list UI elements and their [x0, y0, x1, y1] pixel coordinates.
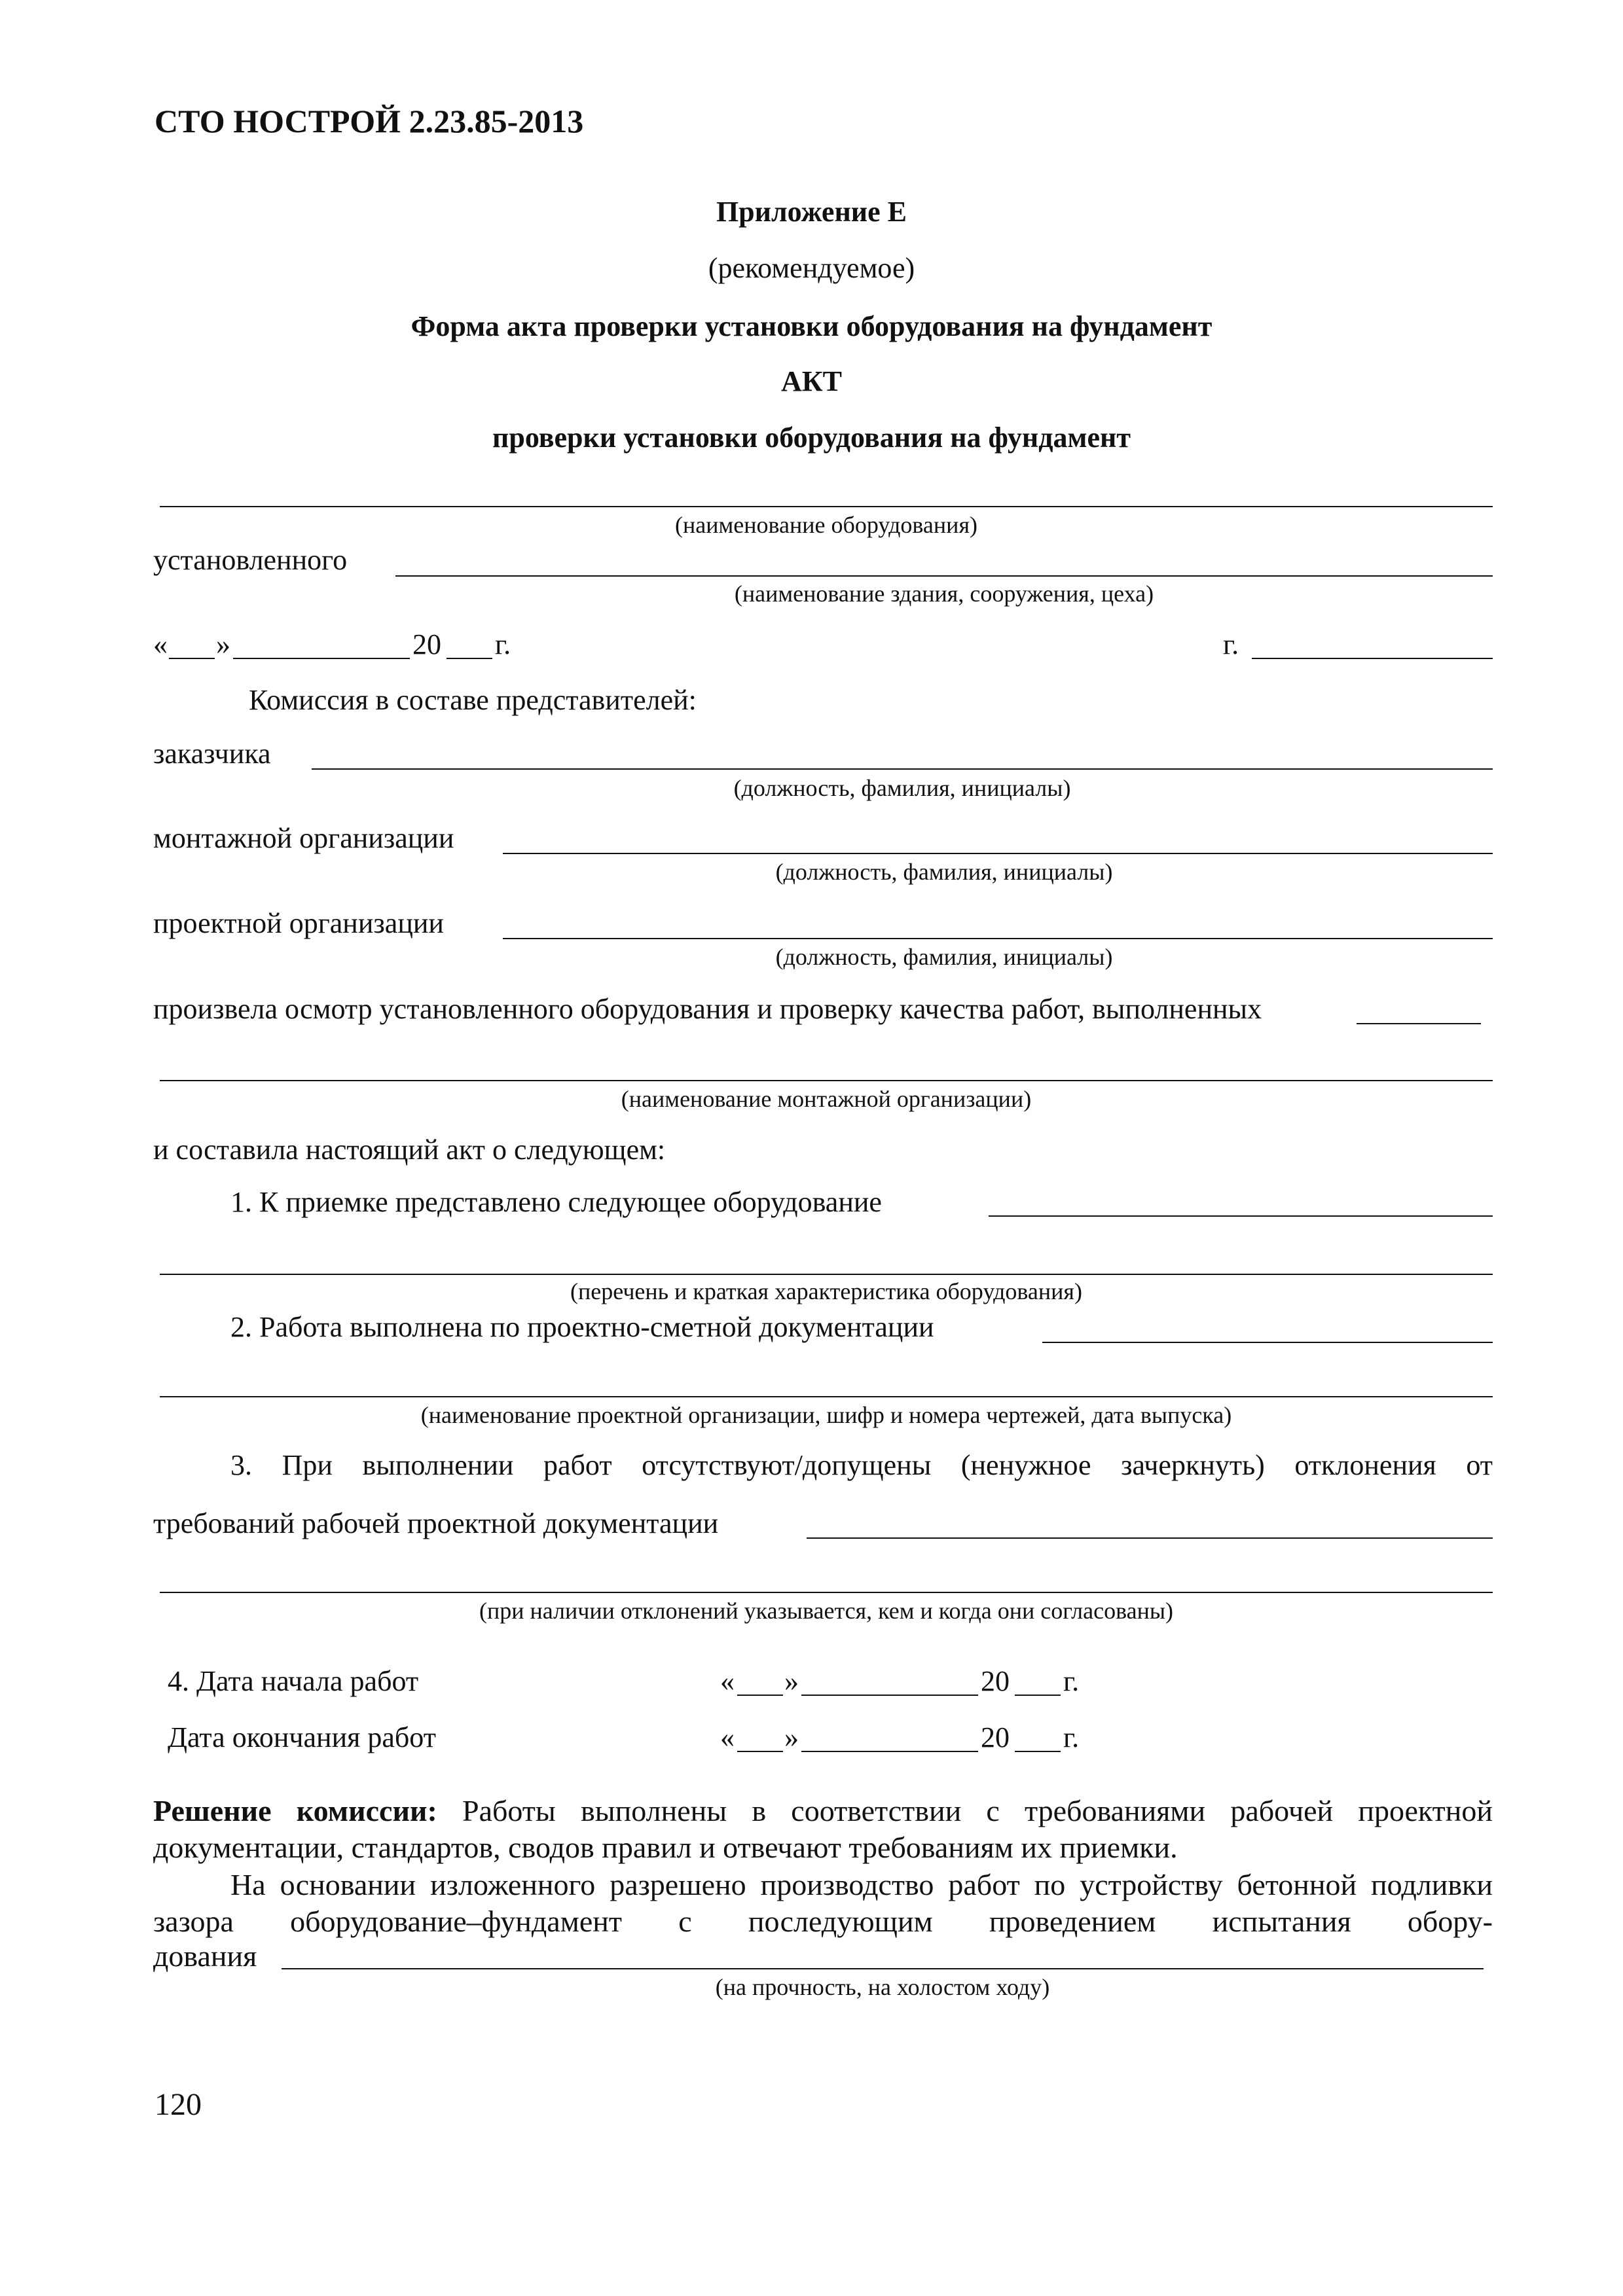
act-subtitle: проверки установки оборудования на фундамент — [492, 422, 1131, 454]
deviations-line[interactable] — [160, 1592, 1493, 1593]
item1-short-line[interactable] — [989, 1215, 1493, 1217]
act-title: АКТ — [780, 365, 843, 397]
caption-equipment: (наименование оборудования) — [674, 512, 977, 538]
form-title: Форма акта проверки установки оборудования на фундамент — [410, 310, 1213, 342]
end-year-line[interactable] — [1015, 1751, 1061, 1752]
date-month-line[interactable] — [233, 658, 410, 659]
date-year-line[interactable] — [447, 658, 492, 659]
date-quote-open: « — [153, 628, 168, 660]
equipment-name-line[interactable] — [160, 506, 1493, 507]
caption-deviations: (при наличии отклонений указывается, кем и когда они согласованы) — [479, 1598, 1174, 1624]
inspection-short-line[interactable] — [1357, 1023, 1481, 1024]
label-installer: монтажной организации — [153, 822, 454, 854]
item4-start-label: 4. Дата начала работ — [168, 1665, 419, 1697]
item3-line1: 3. При выполнении работ отсутствуют/допущены (ненужное зачеркнуть) отклонения от — [230, 1449, 1493, 1481]
inspection-text: произвела осмотр установленного оборудования и проверку качества работ, выполненных — [153, 993, 1262, 1025]
start-year-suffix: г. — [1063, 1665, 1080, 1697]
label-designer: проектной организации — [153, 907, 444, 939]
standard-code: СТО НОСТРОЙ 2.23.85-2013 — [155, 103, 584, 139]
item1-text: 1. К приемке представлено следующее оборудование — [230, 1186, 882, 1218]
caption-position-installer: (должность, фамилия, инициалы) — [775, 859, 1113, 885]
decision-label: Решение комиссии: — [153, 1794, 437, 1827]
appendix-status: (рекомендуемое) — [708, 252, 915, 284]
compiled-text: и составила настоящий акт о следующем: — [153, 1134, 666, 1166]
caption-equipment-list: (перечень и краткая характеристика оборудования) — [570, 1278, 1082, 1304]
equipment-list-line[interactable] — [160, 1274, 1493, 1275]
caption-position-customer: (должность, фамилия, инициалы) — [733, 775, 1071, 801]
start-quote-close: » — [784, 1665, 799, 1697]
building-name-line[interactable] — [395, 575, 1493, 577]
caption-building: (наименование здания, сооружения, цеха) — [734, 581, 1154, 607]
start-day-line[interactable] — [737, 1695, 783, 1696]
city-line[interactable] — [1252, 658, 1493, 659]
date-quote-close: » — [216, 628, 230, 660]
caption-design-docs: (наименование проектной организации, шифр и номера чертежей, дата выпуска) — [420, 1402, 1232, 1428]
end-year-suffix: г. — [1063, 1721, 1080, 1753]
start-year-prefix: 20 — [981, 1665, 1010, 1697]
caption-installer-name: (наименование монтажной организации) — [621, 1086, 1032, 1112]
end-month-line[interactable] — [801, 1751, 978, 1752]
installer-name-line[interactable] — [160, 1080, 1493, 1081]
city-prefix: г. — [1223, 628, 1239, 660]
end-quote-close: » — [784, 1721, 799, 1753]
design-docs-line[interactable] — [160, 1396, 1493, 1397]
test-type-line[interactable] — [282, 1968, 1484, 1969]
caption-position-designer: (должность, фамилия, инициалы) — [775, 944, 1113, 970]
end-day-line[interactable] — [737, 1751, 783, 1752]
item3-short-line[interactable] — [807, 1537, 1493, 1539]
label-customer: заказчика — [153, 738, 271, 770]
caption-test: (на прочность, на холостом ходу) — [715, 1974, 1050, 2000]
basis-text: На основании изложенного разрешено производство работ по устройству бетонной подливки зазора оборудование–фундамент с последующим проведением испытания обору- — [153, 1868, 1493, 1939]
appendix-title: Приложение Е — [716, 196, 907, 228]
end-quote-open: « — [720, 1721, 735, 1753]
item3-line2: требований рабочей проектной документации — [153, 1507, 719, 1539]
item2-short-line[interactable] — [1042, 1342, 1493, 1343]
customer-line[interactable] — [312, 768, 1493, 770]
commission-intro: Комиссия в составе представителей: — [249, 684, 697, 716]
start-quote-open: « — [720, 1665, 735, 1697]
date-year-suffix: г. — [495, 628, 511, 660]
label-installed: установленного — [153, 544, 348, 576]
date-year-prefix: 20 — [412, 628, 441, 660]
date-day-line[interactable] — [169, 658, 215, 659]
designer-line[interactable] — [503, 938, 1493, 939]
item4-end-label: Дата окончания работ — [168, 1721, 436, 1753]
page-number: 120 — [155, 2087, 202, 2122]
installer-line[interactable] — [503, 853, 1493, 854]
start-year-line[interactable] — [1015, 1695, 1061, 1696]
decision-text: Работы выполнены в соответствии с требованиями рабочей проектной документации, стандартов, сводов правил и отвечают требованиям их приемки. — [153, 1794, 1493, 1865]
basis-end: дования — [153, 1939, 257, 1973]
decision-paragraph — [153, 1793, 1493, 1866]
start-month-line[interactable] — [801, 1695, 978, 1696]
end-year-prefix: 20 — [981, 1721, 1010, 1753]
item2-text: 2. Работа выполнена по проектно-сметной документации — [230, 1311, 934, 1343]
